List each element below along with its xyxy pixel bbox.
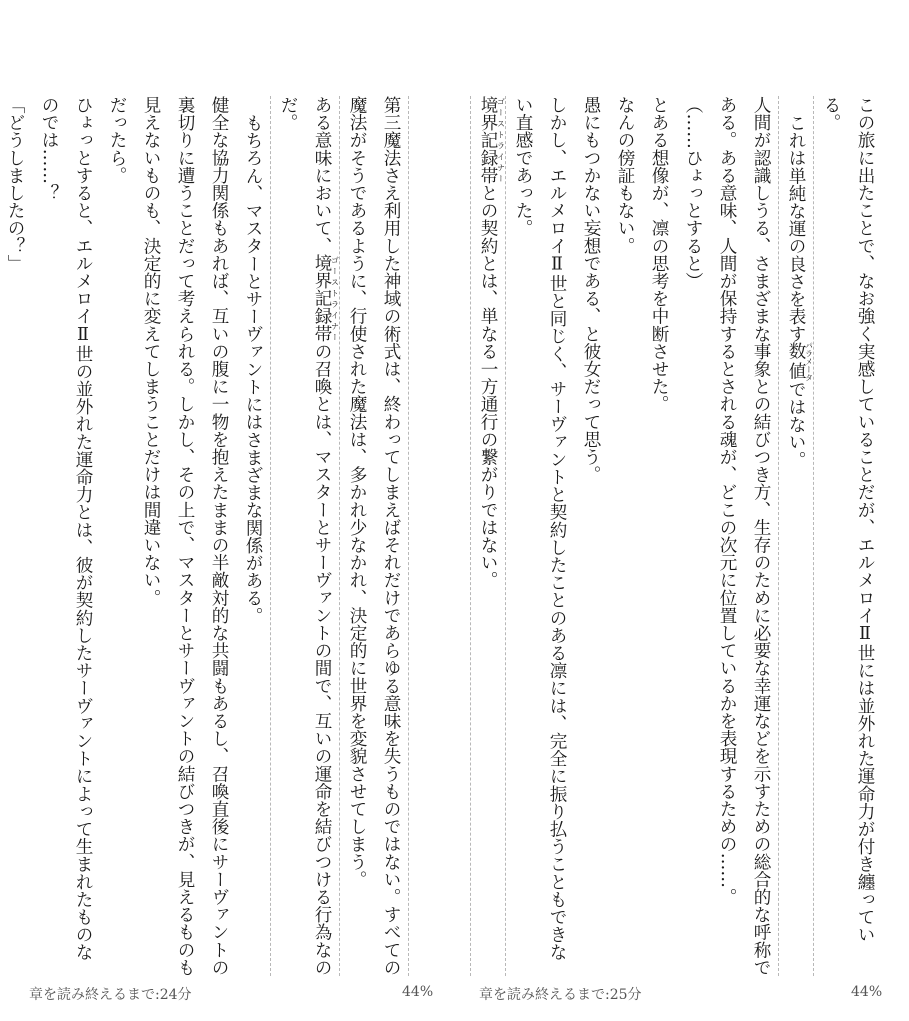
- ruby-word: 数値パラメータ: [786, 341, 814, 382]
- paragraph-highlighted: 境界記録帯ゴーストライナーとの契約とは、単なる一方通行の繋がりではない。: [470, 96, 506, 976]
- paragraph: ある意味において、境界記録帯ゴーストライナーの召喚とは、マスターとサーヴァントの間で、互いの運命を結びつける行為なのだ。: [270, 96, 339, 976]
- progress-percent: 44%: [402, 984, 434, 1000]
- left-page: [0, 0, 454, 1021]
- reading-time-remaining: 章を読み終えるまで:25分: [479, 987, 642, 1003]
- paragraph: 愚にもつかない妄想である、と彼女だって思う。: [581, 96, 601, 484]
- paragraph: もちろん、マスターとサーヴァントにはさまざまな関係がある。: [243, 113, 263, 624]
- paragraph: 「どうしましたの？」: [5, 96, 25, 272]
- left-page-text: [4, 96, 409, 976]
- ruby-reading: ゴーストライナー: [496, 96, 506, 184]
- paragraph-highlighted: 第三魔法さえ利用した神域の術式は、終わってしまえばそれだけであらゆる意味を失うものではない。すべての魔法がそうであるように、行使された魔法は、多かれ少なかれ、決定的に世界を変貌させてしまう。: [339, 96, 409, 976]
- paragraph: 健全な協力関係もあれば、互いの腹に一物を抱えたままの半敵対的な共闘もあるし、召喚直後にサーヴァントの裏切りに遭うことだって考えられる。しかし、その上で、マスターとサーヴァントの結びつきが、見えるものも見えないものも、決定的に変えてしまうことだけは間違いない。: [141, 96, 229, 976]
- right-page: [455, 0, 909, 1021]
- progress-percent: 44%: [851, 984, 883, 1000]
- paragraph: この旅に出たことで、なお強く実感していることだが、エルメロイⅡ世には並外れた運命力が付き纏っている。: [821, 96, 875, 944]
- paragraph: 人間が認識しうる、さまざまな事象との結びつき方、生存のために必要な幸運などを示すための総合的な呼称である。ある意味、人間が保持するとされる魂が、どこの次元に位置しているかを表現するための……。: [717, 96, 771, 976]
- ruby-reading: ゴーストライナー: [330, 254, 340, 343]
- right-page-text: [462, 96, 882, 976]
- paragraph-highlighted: これは単純な運の良さを表す数値パラメータではない。: [778, 96, 814, 976]
- paragraph: とある想像が、凛の思考を中断させた。: [649, 96, 669, 413]
- paragraph: だったら。: [107, 96, 127, 184]
- ruby-word: 境界記録帯ゴーストライナー: [312, 254, 340, 343]
- ruby-reading: パラメータ: [804, 341, 814, 382]
- paragraph: しかし、エルメロイⅡ世と同じく、サーヴァントと契約したことのある凛には、完全に振り払うこともできない直感であった。: [513, 96, 567, 961]
- paragraph: ひょっとすると、エルメロイⅡ世の並外れた運命力とは、彼が契約したサーヴァントによって生まれたものなのでは……？: [39, 96, 93, 961]
- paragraph: （……ひょっとすると）: [683, 96, 703, 290]
- paragraph: なんの傍証もない。: [615, 96, 635, 255]
- ruby-word: 境界記録帯ゴーストライナー: [478, 96, 506, 184]
- reading-time-remaining: 章を読み終えるまで:24分: [29, 987, 192, 1003]
